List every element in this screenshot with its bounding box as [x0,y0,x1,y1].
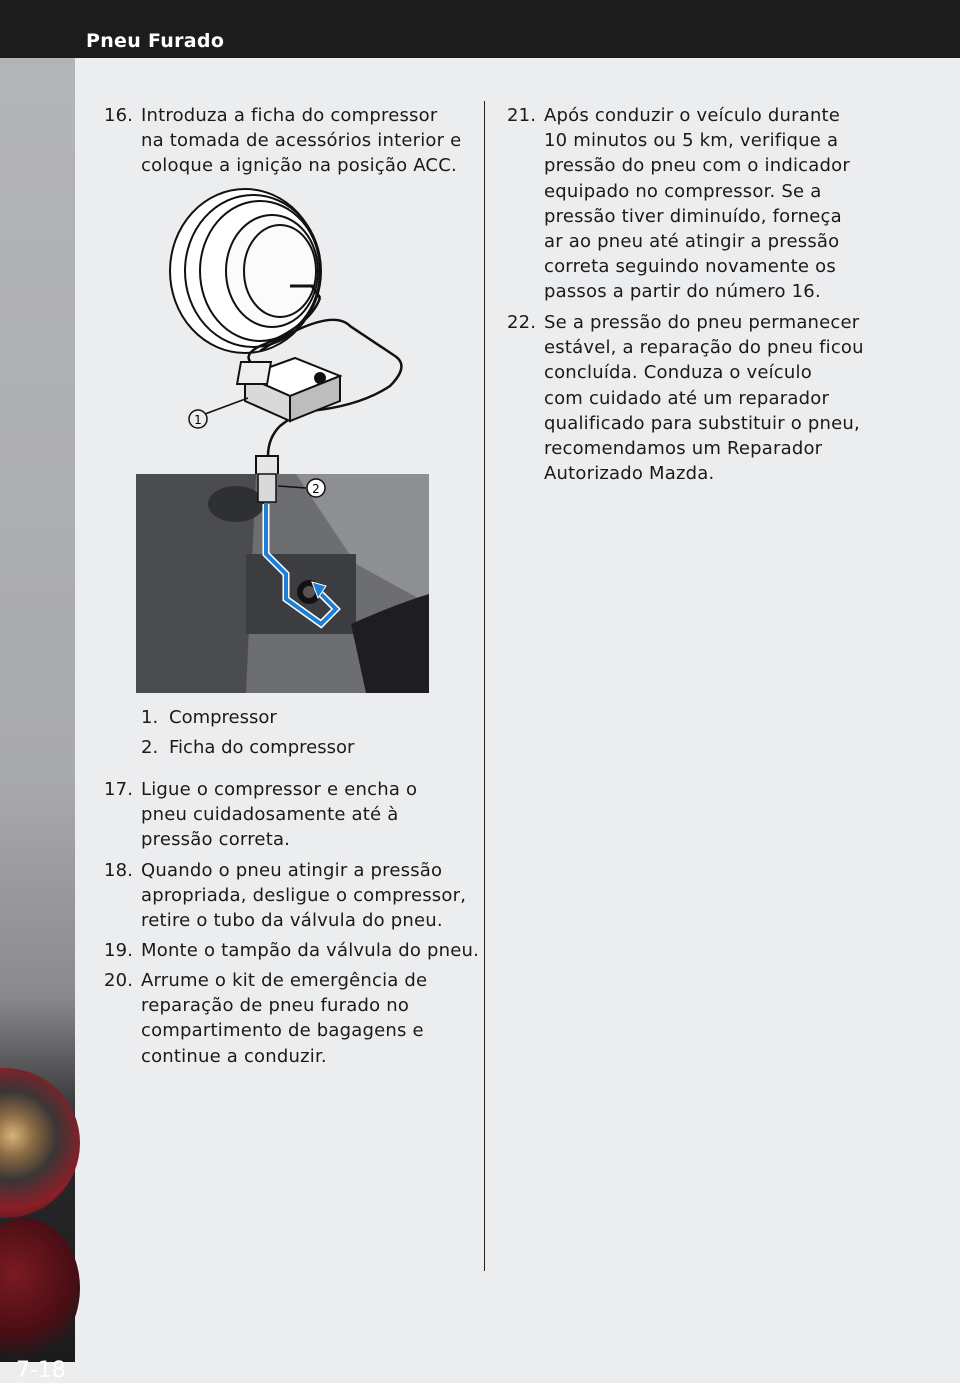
step-text-line: apropriada, desligue o compressor, [141,885,467,907]
step-text-line: compartimento de bagagens e [141,1020,424,1042]
step-text-line: pressão tiver diminuído, forneça [544,205,842,227]
page-number: 7-18 [16,1358,66,1383]
step-text-line: correta seguindo novamente os [544,256,836,278]
step-number: 16. [104,105,134,126]
tire-compressor-illustration [160,186,420,476]
page-header [0,0,960,58]
legend-number: 1. [141,707,159,728]
step-number: 22. [507,312,537,333]
side-thumb-strip [0,58,75,1383]
step-text-line: Introduza a ficha do compressor [141,105,438,126]
step-text-line: continue a conduzir. [141,1045,327,1067]
step-text-line: reparação de pneu furado no [141,995,410,1017]
car-body-graphic [0,1218,80,1358]
step-text-line: 10 minutos ou 5 km, verifique a [544,130,839,152]
step-text-line: Monte o tampão da válvula do pneu. [141,940,480,961]
figure-legend-item-1 [141,705,277,730]
step-text-line: pressão do pneu com o indicador [544,155,850,177]
step-text-line: na tomada de acessórios interior e [141,130,462,152]
step-18 [104,858,474,934]
step-text-line: pneu cuidadosamente até à [141,804,399,826]
section-title: Pneu Furado [86,30,225,52]
step-text-line: ar ao pneu até atingir a pressão [544,231,840,253]
step-text-line: com cuidado até um reparador [544,387,830,409]
step-number: 18. [104,860,134,881]
column-divider [484,101,485,1271]
step-text-line: Se a pressão do pneu permanecer [544,312,860,333]
figure-legend-item-2 [141,735,354,760]
step-text-line: Arrume o kit de emergência de [141,970,428,991]
step-number: 17. [104,779,134,800]
headlamp-graphic [0,1068,80,1218]
step-16 [104,103,474,179]
step-number: 20. [104,970,134,991]
callout-1: 1 [194,413,202,427]
callout-2: 2 [312,482,320,496]
step-text-line: qualificado para substituir o pneu, [544,412,860,434]
legend-number: 2. [141,737,159,758]
step-text-line: Quando o pneu atingir a pressão [141,860,443,881]
step-text-line: concluída. Conduza o veículo [544,362,812,384]
step-text-line: Autorizado Mazda. [544,463,715,485]
step-text-line: coloque a ignição na posição ACC. [141,155,457,177]
accessory-socket-photo [136,474,429,693]
step-text-line: passos a partir do número 16. [544,281,821,303]
step-number: 19. [104,940,134,961]
step-text-line: pressão correta. [141,829,291,851]
step-17 [104,777,474,853]
step-20 [104,968,474,1069]
step-text-line: recomendamos um Reparador [544,438,823,460]
step-21 [507,103,887,305]
step-number: 21. [507,105,537,126]
step-text-line: estável, a reparação do pneu ficou [544,337,864,359]
step-22 [507,310,887,486]
legend-label: Compressor [169,707,277,728]
step-text-line: equipado no compressor. Se a [544,180,822,202]
step-text-line: Ligue o compressor e encha o [141,779,418,800]
step-19 [104,938,480,963]
step-text-line: Após conduzir o veículo durante [544,105,841,126]
step-text-line: retire o tubo da válvula do pneu. [141,910,443,932]
legend-label: Ficha do compressor [169,737,355,758]
